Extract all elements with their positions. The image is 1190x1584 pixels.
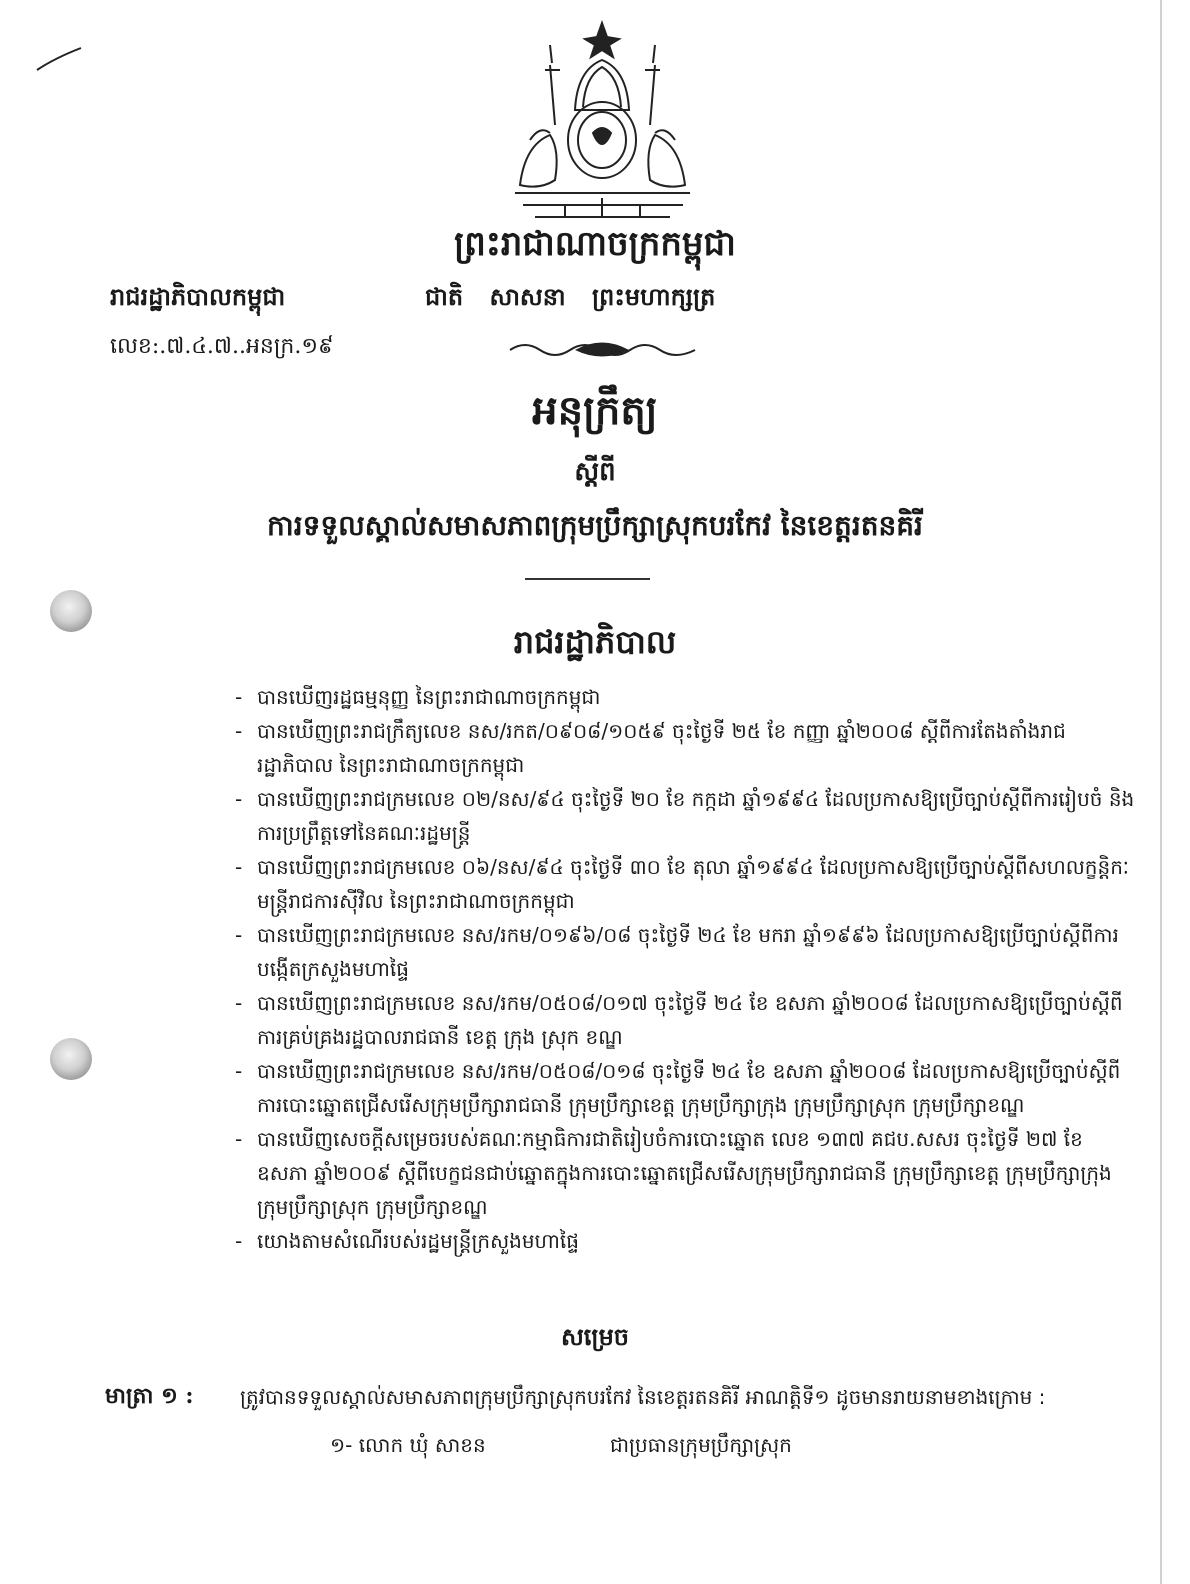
- national-motto: ជាតិ សាសនា ព្រះមហាក្សត្រ: [425, 282, 716, 311]
- preamble-item: - បានឃើញព្រះរាជក្រមលេខ នស/រកម/០៥០៨/០១៨ ចុះថ្ងៃទី ២៤ ខែ ឧសភា ឆ្នាំ២០០៨ ដែលប្រកាសឱ្យប្រើច្បាប់ស្តីពីការបោះឆ្នោតជ្រើសរើសក្រុមប្រឹក្សារាជធានី ក្រុមប្រឹក្សាខេត្ត ក្រុមប្រឹក្សាក្រុង ក្រុមប្រឹក្សាស្រុក ក្រុមប្រឹក្សាខណ្ឌ: [235, 1059, 1121, 1117]
- pen-mark: [35, 40, 85, 79]
- preamble-list: [235, 680, 1135, 1258]
- member-role: ជាប្រធានក្រុមប្រឹក្សាស្រុក: [610, 1433, 792, 1457]
- issuer-heading: រាជរដ្ឋាភិបាល: [513, 623, 677, 661]
- about-label: ស្តីពី: [574, 457, 616, 487]
- government-label: រាជរដ្ឋាភិបាលកម្ពុជា: [110, 282, 286, 311]
- royal-coat-of-arms-emblem: [505, 15, 700, 220]
- ornament-divider: [505, 335, 700, 365]
- member-name: ១- លោក ឃុំ សាខន: [330, 1433, 486, 1457]
- title-divider: [525, 578, 650, 580]
- preamble-item: - បានឃើញព្រះរាជក្រមលេខ នស/រកម/០១៩៦/០៨ ចុះថ្ងៃទី ២៤ ខែ មករា ឆ្នាំ១៩៩៦ ដែលប្រកាសឱ្យប្រើច្បាប់ស្តីពីការបង្កើតក្រសួងមហាផ្ទៃ: [235, 923, 1119, 981]
- document-number: លេខ:.៧.៤.៧..អនក្រ.១៩: [110, 334, 334, 359]
- preamble-item: - បានឃើញព្រះរាជក្រឹត្យលេខ នស/រកត/០៩០៨/១០៥៩ ចុះថ្ងៃទី ២៥ ខែ កញ្ញា ឆ្នាំ២០០៨ ស្តីពីការតែងតាំងរាជរដ្ឋាភិបាល នៃព្រះរាជាណាចក្រកម្ពុជា: [235, 719, 1066, 777]
- decision-heading: សម្រេច: [560, 1322, 630, 1351]
- article-label: មាត្រា ១ :: [105, 1383, 194, 1409]
- preamble-item: - បានឃើញព្រះរាជក្រមលេខ នស/រកម/០៥០៨/០១៧ ចុះថ្ងៃទី ២៤ ខែ ឧសភា ឆ្នាំ២០០៨ ដែលប្រកាសឱ្យប្រើច្បាប់ស្តីពីការគ្រប់គ្រងរដ្ឋបាលរាជធានី ខេត្ត ក្រុង ស្រុក ខណ្ឌ: [235, 991, 1123, 1049]
- document-type-title: អនុក្រឹត្យ: [532, 387, 658, 434]
- preamble-item: - បានឃើញសេចក្តីសម្រេចរបស់គណៈកម្មាធិការជាតិរៀបចំការបោះឆ្នោត លេខ ១៣៧ គជប.សសរ ចុះថ្ងៃទី ២៧ ខែ ឧសភា ឆ្នាំ២០០៩ ស្តីពីបេក្ខជនជាប់ឆ្នោតក្នុងការបោះឆ្នោតជ្រើសរើសក្រុមប្រឹក្សារាជធានី ក្រុមប្រឹក្សាខេត្ត ក្រុមប្រឹក្សាក្រុង ក្រុមប្រឹក្សាស្រុក ក្រុមប្រឹក្សាខណ្ឌ: [235, 1127, 1112, 1219]
- preamble-item: - បានឃើញព្រះរាជក្រមលេខ ០២/នស/៩៤ ចុះថ្ងៃទី ២០ ខែ កក្កដា ឆ្នាំ១៩៩៤ ដែលប្រកាសឱ្យប្រើច្បាប់ស្តីពីការរៀបចំ និងការប្រព្រឹត្តទៅនៃគណៈរដ្ឋមន្ត្រី: [235, 787, 1135, 845]
- preamble-item: - យោងតាមសំណើរបស់រដ្ឋមន្ត្រីក្រសួងមហាផ្ទៃ: [235, 1229, 579, 1253]
- kingdom-title: ព្រះរាជាណាចក្រកម្ពុជា: [454, 224, 736, 264]
- subject-title: ការទទួលស្គាល់សមាសភាពក្រុមប្រឹក្សាស្រុកបរកែវ នៃខេត្តរតនគិរី: [267, 509, 923, 542]
- punch-hole-bottom: [50, 1038, 92, 1080]
- article-text: ត្រូវបានទទួលស្គាល់សមាសភាពក្រុមប្រឹក្សាស្រុកបរកែវ នៃខេត្តរតនគិរី អាណត្តិទី១ ដូចមានរាយនាមខាងក្រោម :: [240, 1385, 1046, 1409]
- preamble-item: - បានឃើញព្រះរាជក្រមលេខ ០៦/នស/៩៤ ចុះថ្ងៃទី ៣០ ខែ តុលា ឆ្នាំ១៩៩៤ ដែលប្រកាសឱ្យប្រើច្បាប់ស្តីពីសហលក្ខន្តិកៈមន្ត្រីរាជការស៊ីវិល នៃព្រះរាជាណាចក្រកម្ពុជា: [235, 855, 1129, 913]
- preamble-item: - បានឃើញរដ្ឋធម្មនុញ្ញ នៃព្រះរាជាណាចក្រកម្ពុជា: [235, 685, 601, 709]
